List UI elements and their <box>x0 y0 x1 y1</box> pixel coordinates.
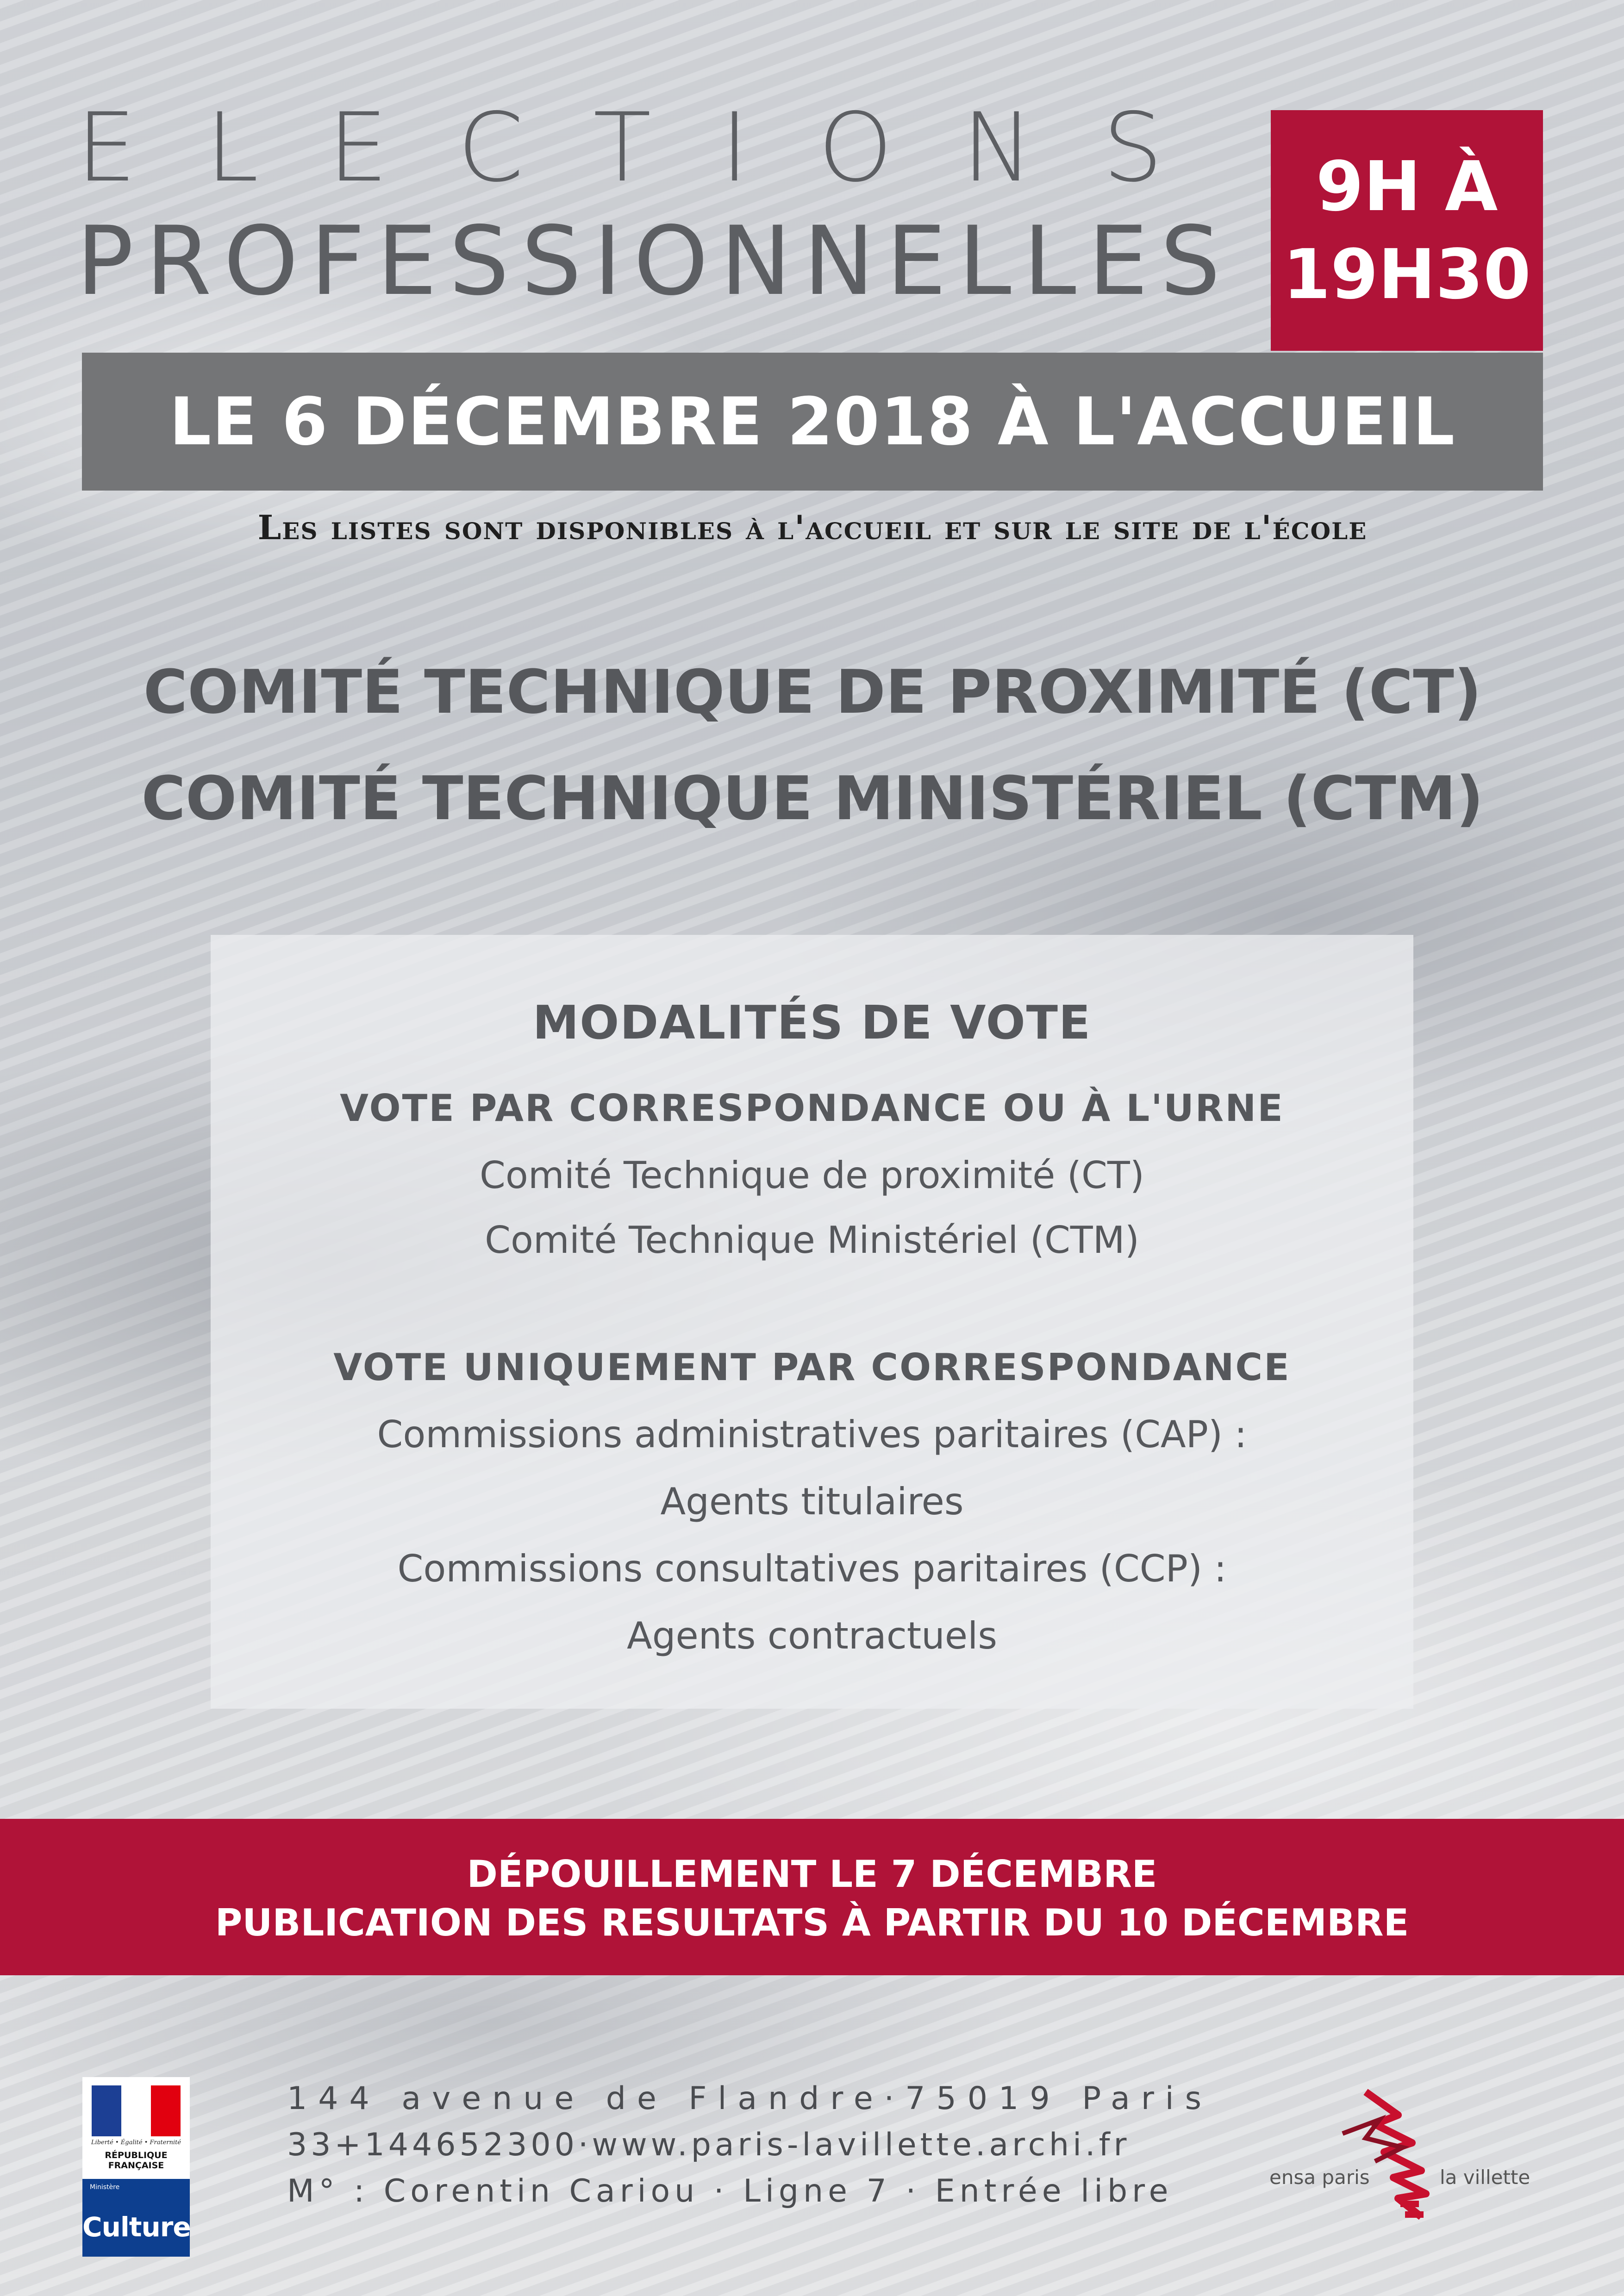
modalites-title: MODALITÉS DE VOTE <box>532 996 1092 1050</box>
title-professionnelles: PROFESSIONNELLES <box>76 206 1233 317</box>
ensa-paris-la-villette-logo <box>1259 2083 1546 2231</box>
footer-address: 144 avenue de Flandre·75019 Paris <box>287 2080 1213 2117</box>
ministere-label: Ministère <box>90 2184 120 2191</box>
marianne-flag-icon <box>92 2085 181 2136</box>
modalites-panel <box>211 935 1413 1709</box>
date-text: LE 6 DÉCEMBRE 2018 À L'ACCUEIL <box>169 383 1456 460</box>
republique-francaise-logo <box>82 2077 190 2257</box>
culture-label: Culture <box>82 2211 191 2243</box>
section2-item: Commissions administratives paritaires (CAP) : <box>377 1413 1247 1456</box>
section2-item: Agents titulaires <box>660 1480 964 1523</box>
ensa-label-right: la villette <box>1440 2166 1530 2189</box>
section2-item: Agents contractuels <box>627 1614 997 1657</box>
section2-heading: VOTE UNIQUEMENT PAR CORRESPONDANCE <box>333 1346 1291 1389</box>
depouillement-text: DÉPOUILLEMENT LE 7 DÉCEMBRE <box>467 1853 1157 1896</box>
comite-ctm: COMITÉ TECHNIQUE MINISTÉRIEL (CTM) <box>141 763 1484 834</box>
time-start: 9H À <box>1316 147 1498 226</box>
time-badge <box>1271 110 1543 351</box>
footer-phone-web: 33+144652300·www.paris-lavillette.archi.fr <box>287 2127 1131 2163</box>
comite-ct: COMITÉ TECHNIQUE DE PROXIMITÉ (CT) <box>143 657 1482 727</box>
section1-item: Comité Technique de proximité (CT) <box>480 1154 1144 1197</box>
section1-item: Comité Technique Ministériel (CTM) <box>485 1219 1139 1262</box>
rf-motto: Liberté • Égalité • Fraternité <box>91 2139 181 2146</box>
culture-block <box>82 2179 190 2257</box>
section1-heading: VOTE PAR CORRESPONDANCE OU À L'URNE <box>340 1087 1284 1130</box>
staircase-icon <box>1259 2083 1546 2231</box>
footer-metro: M° : Corentin Cariou · Ligne 7 · Entrée libre <box>287 2173 1173 2209</box>
time-end: 19H30 <box>1283 235 1531 314</box>
publication-text: PUBLICATION DES RESULTATS À PARTIR DU 10 DÉCEMBRE <box>215 1901 1409 1944</box>
section2-item: Commissions consultatives paritaires (CCP) : <box>397 1547 1227 1590</box>
rf-name: RÉPUBLIQUE FRANÇAISE <box>105 2150 168 2171</box>
date-bar <box>82 353 1543 491</box>
ensa-label-left: ensa paris <box>1269 2166 1370 2189</box>
title-elections: ELECTIONS <box>76 93 1232 203</box>
listes-note: Les listes sont disponibles à l'accueil et sur le site de l'école <box>257 508 1368 547</box>
results-banner <box>0 1819 1624 1975</box>
